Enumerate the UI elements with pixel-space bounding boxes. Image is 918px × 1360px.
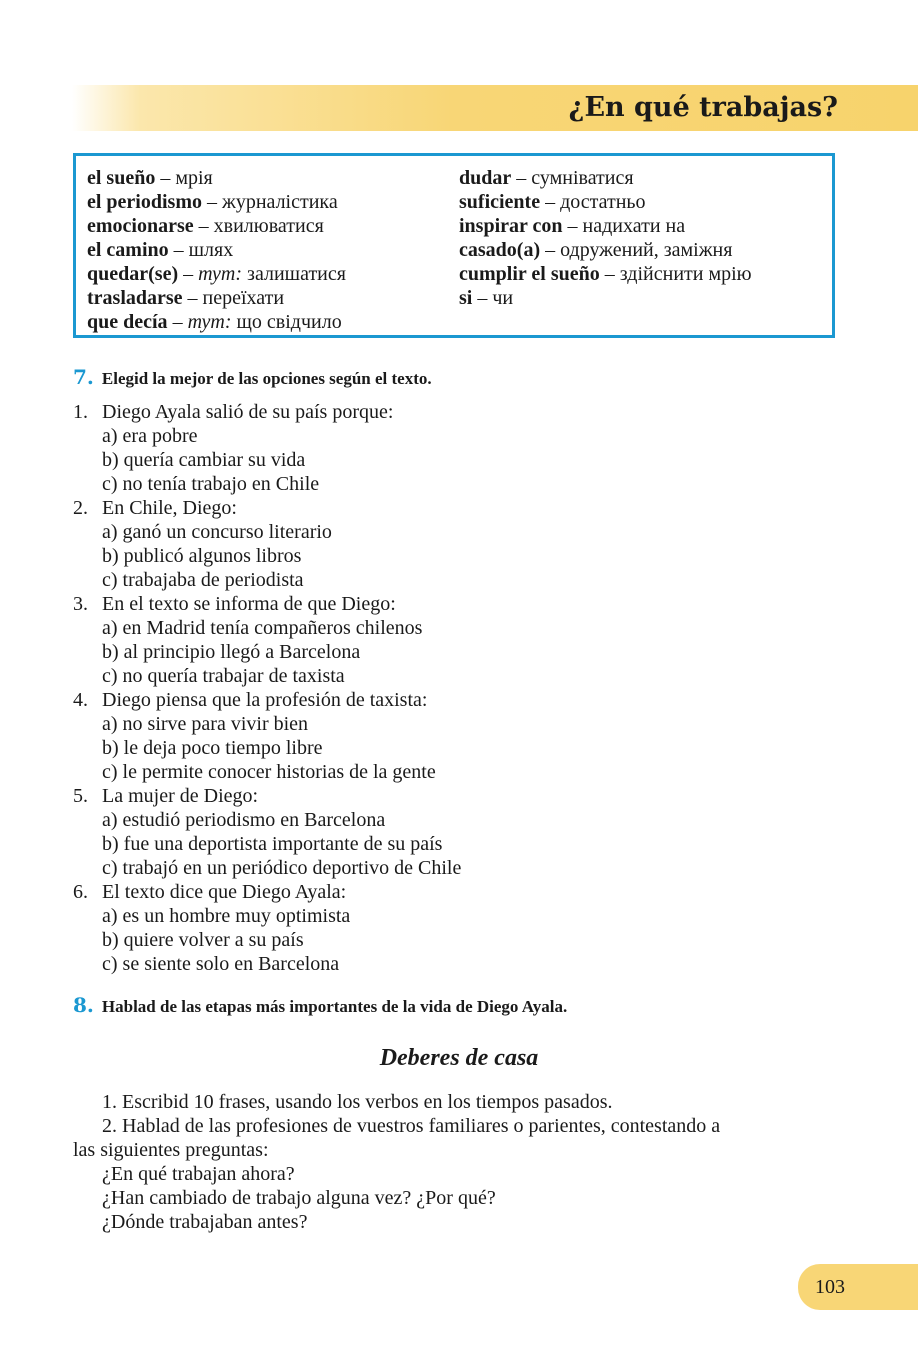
question-number: 3.: [73, 593, 88, 615]
answer-option: c) se siente solo en Barcelona: [102, 953, 340, 975]
answer-option: c) trabajó en un periódico deportivo de Chile: [102, 857, 462, 879]
question-number: 2.: [73, 497, 88, 519]
vocabulary-translation: мрія: [175, 167, 213, 189]
answer-option: b) le deja poco tiempo libre: [102, 737, 323, 759]
homework-task-2: 2. Hablad de las profesiones de vuestros familiares o parientes, contestando a: [102, 1115, 721, 1137]
vocabulary-entry: [459, 262, 752, 286]
homework-question: ¿Dónde trabajaban antes?: [102, 1211, 308, 1233]
vocabulary-entry: [459, 214, 752, 238]
vocabulary-term: el camino: [87, 239, 169, 261]
vocabulary-translation: хвилюватися: [213, 215, 324, 237]
vocabulary-translation: здійснити мрію: [619, 263, 752, 285]
vocabulary-separator: –: [167, 311, 188, 333]
question-text: En Chile, Diego:: [102, 497, 237, 519]
homework-question: ¿En qué trabajan ahora?: [102, 1163, 295, 1185]
vocabulary-separator: –: [155, 167, 176, 189]
vocabulary-separator: –: [168, 239, 189, 261]
vocabulary-entry: [459, 286, 752, 310]
vocabulary-term: trasladarse: [87, 287, 183, 309]
question-text: Diego piensa que la profesión de taxista:: [102, 689, 428, 711]
vocabulary-translation: сумніватися: [531, 167, 634, 189]
homework-task-2-continued: las siguientes preguntas:: [73, 1139, 269, 1161]
question-text: Diego Ayala salió de su país porque:: [102, 401, 394, 423]
vocabulary-term: dudar: [459, 167, 512, 189]
vocabulary-separator: –: [472, 287, 493, 309]
vocabulary-translation: шлях: [188, 239, 234, 261]
vocabulary-term: quedar(se): [87, 263, 179, 285]
question-3: [73, 592, 461, 616]
vocabulary-translation: надихати на: [582, 215, 686, 237]
vocabulary-separator: –: [202, 191, 222, 213]
question-text: En el texto se informa de que Diego:: [102, 593, 396, 615]
vocabulary-term: inspirar con: [459, 215, 563, 237]
vocabulary-term: cumplir el sueño: [459, 263, 600, 285]
vocabulary-column-right: [459, 166, 752, 310]
vocabulary-translation: одружений, заміжня: [560, 239, 733, 261]
vocabulary-entry: [87, 214, 346, 238]
homework-question: ¿Han cambiado de trabajo alguna vez? ¿Por qué?: [102, 1187, 496, 1209]
homework-task-1: 1. Escribid 10 frases, usando los verbos en los tiempos pasados.: [102, 1091, 613, 1113]
vocabulary-separator: –: [540, 191, 561, 213]
vocabulary-box: [73, 153, 835, 338]
exercise-instruction: Hablad de las etapas más importantes de la vida de Diego Ayala.: [101, 997, 568, 1016]
homework-section: [73, 1090, 843, 1234]
question-number: 4.: [73, 689, 88, 711]
answer-option: a) era pobre: [102, 425, 198, 447]
vocabulary-entry: [87, 238, 346, 262]
question-number: 5.: [73, 785, 88, 807]
vocabulary-column-left: [87, 166, 346, 334]
vocabulary-entry: [459, 190, 752, 214]
page-title: ¿En qué trabajas?: [568, 92, 838, 123]
question-text: El texto dice que Diego Ayala:: [102, 881, 347, 903]
vocabulary-translation: переїхати: [202, 287, 285, 309]
vocabulary-separator: –: [178, 263, 199, 285]
page-number: 103: [815, 1276, 845, 1298]
vocabulary-term: casado(a): [459, 239, 541, 261]
question-5: [73, 784, 461, 808]
vocabulary-term: suficiente: [459, 191, 541, 213]
exercise-number: 8.: [73, 993, 94, 1017]
vocabulary-translation: що свідчило: [231, 311, 342, 333]
vocabulary-translation: чи: [492, 287, 514, 309]
exercise-8-heading: [73, 993, 567, 1017]
vocabulary-entry: [87, 262, 346, 286]
vocabulary-entry: [87, 310, 346, 334]
vocabulary-entry: [459, 166, 752, 190]
vocabulary-translation: журналістика: [222, 191, 338, 213]
question-6: [73, 880, 461, 904]
vocabulary-entry: [459, 238, 752, 262]
answer-option: a) ganó un concurso literario: [102, 521, 332, 543]
exercise-instruction: Elegid la mejor de las opciones según el texto.: [101, 369, 432, 388]
vocabulary-term: emocionarse: [87, 215, 194, 237]
answer-option: a) no sirve para vivir bien: [102, 713, 309, 735]
answer-option: c) no quería trabajar de taxista: [102, 665, 345, 687]
vocabulary-entry: [87, 166, 346, 190]
vocabulary-term: el sueño: [87, 167, 156, 189]
question-number: 1.: [73, 401, 88, 423]
question-1: [73, 400, 461, 424]
answer-option: c) le permite conocer historias de la gente: [102, 761, 436, 783]
vocabulary-translation: залишатися: [242, 263, 346, 285]
vocabulary-entry: [87, 190, 346, 214]
vocabulary-term: si: [459, 287, 473, 309]
vocabulary-separator: –: [193, 215, 214, 237]
answer-option: b) fue una deportista importante de su país: [102, 833, 443, 855]
exercise-7-questions: [73, 400, 461, 976]
vocabulary-term: el periodismo: [87, 191, 202, 213]
answer-option: c) trabajaba de periodista: [102, 569, 304, 591]
exercise-number: 7.: [73, 365, 94, 389]
answer-option: b) quería cambiar su vida: [102, 449, 306, 471]
homework-title: Deberes de casa: [379, 1045, 539, 1071]
vocabulary-separator: –: [562, 215, 583, 237]
vocabulary-note: тут:: [187, 311, 232, 333]
answer-option: c) no tenía trabajo en Chile: [102, 473, 320, 495]
question-number: 6.: [73, 881, 88, 903]
answer-option: a) es un hombre muy optimista: [102, 905, 351, 927]
answer-option: b) al principio llegó a Barcelona: [102, 641, 361, 663]
vocabulary-term: que decía: [87, 311, 168, 333]
question-4: [73, 688, 461, 712]
question-2: [73, 496, 461, 520]
vocabulary-separator: –: [182, 287, 203, 309]
exercise-7-heading: [73, 365, 432, 389]
vocabulary-separator: –: [511, 167, 532, 189]
vocabulary-separator: –: [540, 239, 561, 261]
answer-option: a) en Madrid tenía compañeros chilenos: [102, 617, 423, 639]
vocabulary-note: тут:: [198, 263, 243, 285]
vocabulary-entry: [87, 286, 346, 310]
vocabulary-separator: –: [599, 263, 620, 285]
answer-option: b) publicó algunos libros: [102, 545, 302, 567]
answer-option: a) estudió periodismo en Barcelona: [102, 809, 386, 831]
vocabulary-translation: достатньо: [560, 191, 646, 213]
answer-option: b) quiere volver a su país: [102, 929, 304, 951]
question-text: La mujer de Diego:: [102, 785, 259, 807]
